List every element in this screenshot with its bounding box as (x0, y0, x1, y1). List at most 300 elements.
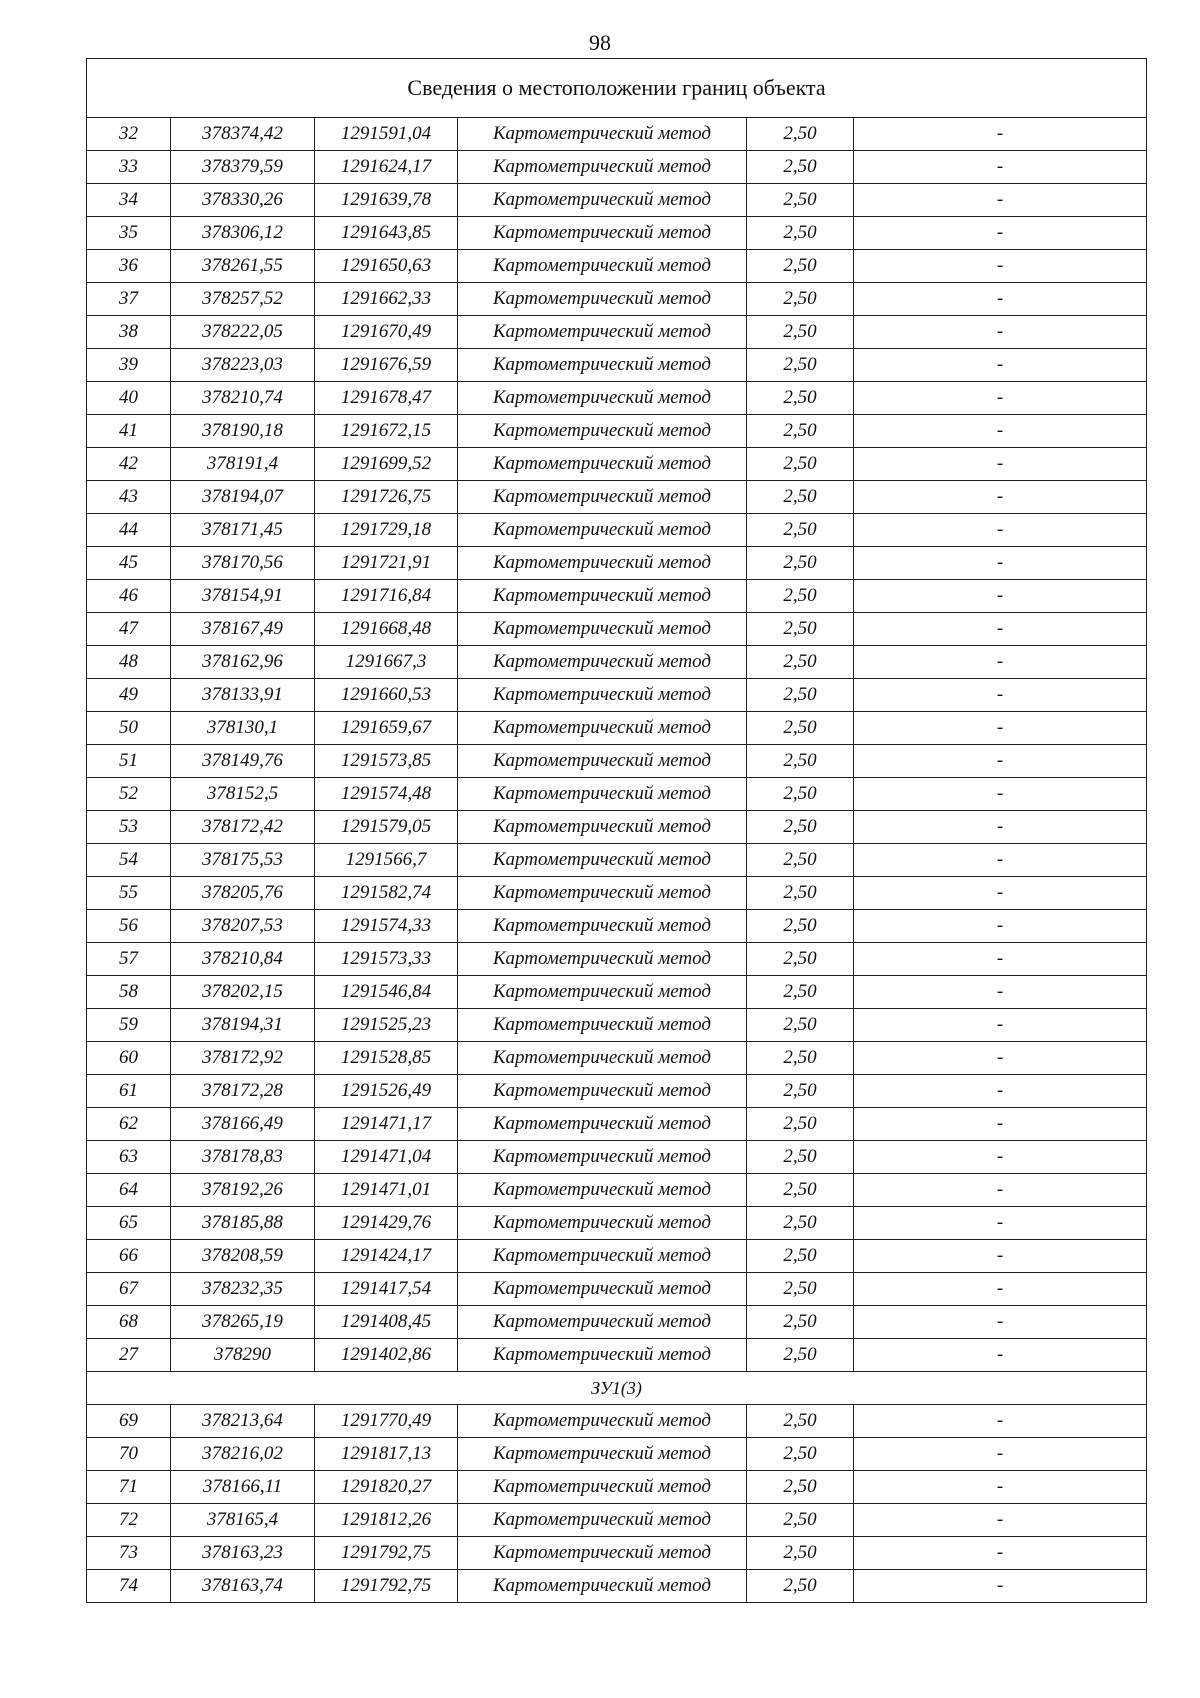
note-cell: - (854, 1141, 1147, 1174)
method-cell: Картометрический метод (458, 1570, 747, 1603)
table-row (87, 1174, 1147, 1207)
table-row (87, 877, 1147, 910)
point-number-cell: 64 (87, 1174, 171, 1207)
accuracy-cell: 2,50 (747, 613, 854, 646)
note-cell: - (854, 481, 1147, 514)
point-number-cell: 57 (87, 943, 171, 976)
accuracy-cell: 2,50 (747, 1438, 854, 1471)
method-cell: Картометрический метод (458, 976, 747, 1009)
coord-y-cell: 1291659,67 (315, 712, 458, 745)
method-cell: Картометрический метод (458, 1075, 747, 1108)
accuracy-cell: 2,50 (747, 547, 854, 580)
method-cell: Картометрический метод (458, 613, 747, 646)
method-cell: Картометрический метод (458, 1537, 747, 1570)
method-cell: Картометрический метод (458, 151, 747, 184)
table-row (87, 1141, 1147, 1174)
table-row (87, 1570, 1147, 1603)
point-number-cell: 52 (87, 778, 171, 811)
method-cell: Картометрический метод (458, 283, 747, 316)
note-cell: - (854, 1339, 1147, 1372)
coord-x-cell: 378207,53 (171, 910, 315, 943)
method-cell: Картометрический метод (458, 646, 747, 679)
note-cell: - (854, 151, 1147, 184)
coord-x-cell: 378154,91 (171, 580, 315, 613)
coord-y-cell: 1291573,33 (315, 943, 458, 976)
point-number-cell: 43 (87, 481, 171, 514)
point-number-cell: 55 (87, 877, 171, 910)
coord-y-cell: 1291678,47 (315, 382, 458, 415)
accuracy-cell: 2,50 (747, 250, 854, 283)
table-row (87, 1306, 1147, 1339)
coord-x-cell: 378205,76 (171, 877, 315, 910)
accuracy-cell: 2,50 (747, 316, 854, 349)
coord-y-cell: 1291639,78 (315, 184, 458, 217)
coord-x-cell: 378257,52 (171, 283, 315, 316)
coord-y-cell: 1291429,76 (315, 1207, 458, 1240)
coord-y-cell: 1291716,84 (315, 580, 458, 613)
page-number: 98 (589, 30, 611, 55)
coord-y-cell: 1291471,17 (315, 1108, 458, 1141)
note-cell: - (854, 1273, 1147, 1306)
note-cell: - (854, 1108, 1147, 1141)
method-cell: Картометрический метод (458, 778, 747, 811)
accuracy-cell: 2,50 (747, 1042, 854, 1075)
coord-x-cell: 378163,23 (171, 1537, 315, 1570)
coord-y-cell: 1291812,26 (315, 1504, 458, 1537)
note-cell: - (854, 976, 1147, 1009)
method-cell: Картометрический метод (458, 1240, 747, 1273)
note-cell: - (854, 1471, 1147, 1504)
method-cell: Картометрический метод (458, 1042, 747, 1075)
note-cell: - (854, 1075, 1147, 1108)
accuracy-cell: 2,50 (747, 778, 854, 811)
accuracy-cell: 2,50 (747, 1273, 854, 1306)
method-cell: Картометрический метод (458, 1306, 747, 1339)
accuracy-cell: 2,50 (747, 877, 854, 910)
coord-x-cell: 378172,42 (171, 811, 315, 844)
point-number-cell: 63 (87, 1141, 171, 1174)
point-number-cell: 34 (87, 184, 171, 217)
coord-x-cell: 378166,49 (171, 1108, 315, 1141)
coord-x-cell: 378172,28 (171, 1075, 315, 1108)
point-number-cell: 42 (87, 448, 171, 481)
note-cell: - (854, 844, 1147, 877)
accuracy-cell: 2,50 (747, 1570, 854, 1603)
method-cell: Картометрический метод (458, 580, 747, 613)
method-cell: Картометрический метод (458, 481, 747, 514)
table-row (87, 283, 1147, 316)
point-number-cell: 53 (87, 811, 171, 844)
coord-y-cell: 1291579,05 (315, 811, 458, 844)
note-cell: - (854, 1042, 1147, 1075)
point-number-cell: 48 (87, 646, 171, 679)
section-label: ЗУ1(3) (87, 1372, 1147, 1405)
coord-y-cell: 1291660,53 (315, 679, 458, 712)
table-row (87, 184, 1147, 217)
note-cell: - (854, 1570, 1147, 1603)
method-cell: Картометрический метод (458, 1273, 747, 1306)
note-cell: - (854, 382, 1147, 415)
coord-x-cell: 378175,53 (171, 844, 315, 877)
accuracy-cell: 2,50 (747, 811, 854, 844)
point-number-cell: 41 (87, 415, 171, 448)
note-cell: - (854, 943, 1147, 976)
table-row (87, 646, 1147, 679)
accuracy-cell: 2,50 (747, 580, 854, 613)
coord-x-cell: 378261,55 (171, 250, 315, 283)
table-row (87, 1240, 1147, 1273)
method-cell: Картометрический метод (458, 745, 747, 778)
accuracy-cell: 2,50 (747, 646, 854, 679)
coord-x-cell: 378172,92 (171, 1042, 315, 1075)
note-cell: - (854, 250, 1147, 283)
note-cell: - (854, 415, 1147, 448)
point-number-cell: 36 (87, 250, 171, 283)
method-cell: Картометрический метод (458, 712, 747, 745)
coord-y-cell: 1291729,18 (315, 514, 458, 547)
table-row (87, 415, 1147, 448)
point-number-cell: 59 (87, 1009, 171, 1042)
table-row (87, 1438, 1147, 1471)
coord-x-cell: 378133,91 (171, 679, 315, 712)
accuracy-cell: 2,50 (747, 1537, 854, 1570)
note-cell: - (854, 877, 1147, 910)
table-row (87, 1207, 1147, 1240)
table-row (87, 316, 1147, 349)
note-cell: - (854, 547, 1147, 580)
coord-y-cell: 1291526,49 (315, 1075, 458, 1108)
table-row (87, 1042, 1147, 1075)
coord-x-cell: 378213,64 (171, 1405, 315, 1438)
coord-y-cell: 1291668,48 (315, 613, 458, 646)
point-number-cell: 54 (87, 844, 171, 877)
point-number-cell: 58 (87, 976, 171, 1009)
coord-x-cell: 378130,1 (171, 712, 315, 745)
note-cell: - (854, 283, 1147, 316)
method-cell: Картометрический метод (458, 1174, 747, 1207)
coord-x-cell: 378167,49 (171, 613, 315, 646)
accuracy-cell: 2,50 (747, 1471, 854, 1504)
coord-y-cell: 1291417,54 (315, 1273, 458, 1306)
point-number-cell: 32 (87, 118, 171, 151)
method-cell: Картометрический метод (458, 184, 747, 217)
accuracy-cell: 2,50 (747, 976, 854, 1009)
coord-y-cell: 1291424,17 (315, 1240, 458, 1273)
accuracy-cell: 2,50 (747, 184, 854, 217)
accuracy-cell: 2,50 (747, 481, 854, 514)
method-cell: Картометрический метод (458, 316, 747, 349)
accuracy-cell: 2,50 (747, 943, 854, 976)
coord-y-cell: 1291574,33 (315, 910, 458, 943)
coord-x-cell: 378330,26 (171, 184, 315, 217)
note-cell: - (854, 1306, 1147, 1339)
coord-y-cell: 1291546,84 (315, 976, 458, 1009)
coord-x-cell: 378208,59 (171, 1240, 315, 1273)
point-number-cell: 69 (87, 1405, 171, 1438)
table-row (87, 1339, 1147, 1372)
table-row (87, 1108, 1147, 1141)
table-row (87, 844, 1147, 877)
table-row (87, 811, 1147, 844)
coord-x-cell: 378306,12 (171, 217, 315, 250)
table-row (87, 1504, 1147, 1537)
method-cell: Картометрический метод (458, 877, 747, 910)
note-cell: - (854, 580, 1147, 613)
note-cell: - (854, 1240, 1147, 1273)
coord-x-cell: 378194,31 (171, 1009, 315, 1042)
coord-y-cell: 1291591,04 (315, 118, 458, 151)
table-row (87, 910, 1147, 943)
coord-y-cell: 1291471,04 (315, 1141, 458, 1174)
boundary-table (86, 58, 1147, 1603)
accuracy-cell: 2,50 (747, 349, 854, 382)
coord-x-cell: 378210,84 (171, 943, 315, 976)
note-cell: - (854, 910, 1147, 943)
coord-x-cell: 378232,35 (171, 1273, 315, 1306)
table-row (87, 1075, 1147, 1108)
note-cell: - (854, 118, 1147, 151)
method-cell: Картометрический метод (458, 844, 747, 877)
coord-x-cell: 378165,4 (171, 1504, 315, 1537)
table-row (87, 448, 1147, 481)
point-number-cell: 56 (87, 910, 171, 943)
coord-y-cell: 1291676,59 (315, 349, 458, 382)
note-cell: - (854, 514, 1147, 547)
point-number-cell: 51 (87, 745, 171, 778)
coord-x-cell: 378170,56 (171, 547, 315, 580)
coord-x-cell: 378223,03 (171, 349, 315, 382)
table-row (87, 679, 1147, 712)
note-cell: - (854, 448, 1147, 481)
method-cell: Картометрический метод (458, 943, 747, 976)
method-cell: Картометрический метод (458, 811, 747, 844)
method-cell: Картометрический метод (458, 1339, 747, 1372)
accuracy-cell: 2,50 (747, 1240, 854, 1273)
method-cell: Картометрический метод (458, 250, 747, 283)
coord-x-cell: 378149,76 (171, 745, 315, 778)
table-title: Сведения о местоположении границ объекта (87, 59, 1147, 118)
accuracy-cell: 2,50 (747, 415, 854, 448)
method-cell: Картометрический метод (458, 1471, 747, 1504)
coord-x-cell: 378171,45 (171, 514, 315, 547)
point-number-cell: 44 (87, 514, 171, 547)
coord-y-cell: 1291650,63 (315, 250, 458, 283)
accuracy-cell: 2,50 (747, 118, 854, 151)
note-cell: - (854, 1537, 1147, 1570)
method-cell: Картометрический метод (458, 349, 747, 382)
coord-x-cell: 378194,07 (171, 481, 315, 514)
point-number-cell: 74 (87, 1570, 171, 1603)
point-number-cell: 35 (87, 217, 171, 250)
accuracy-cell: 2,50 (747, 514, 854, 547)
table-row (87, 1009, 1147, 1042)
table-row (87, 217, 1147, 250)
method-cell: Картометрический метод (458, 382, 747, 415)
coord-x-cell: 378185,88 (171, 1207, 315, 1240)
accuracy-cell: 2,50 (747, 217, 854, 250)
coord-y-cell: 1291525,23 (315, 1009, 458, 1042)
coord-y-cell: 1291528,85 (315, 1042, 458, 1075)
accuracy-cell: 2,50 (747, 1075, 854, 1108)
coord-y-cell: 1291770,49 (315, 1405, 458, 1438)
table-row (87, 547, 1147, 580)
accuracy-cell: 2,50 (747, 151, 854, 184)
accuracy-cell: 2,50 (747, 1504, 854, 1537)
coord-y-cell: 1291566,7 (315, 844, 458, 877)
point-number-cell: 61 (87, 1075, 171, 1108)
coord-y-cell: 1291624,17 (315, 151, 458, 184)
point-number-cell: 62 (87, 1108, 171, 1141)
coord-x-cell: 378178,83 (171, 1141, 315, 1174)
coord-y-cell: 1291820,27 (315, 1471, 458, 1504)
accuracy-cell: 2,50 (747, 844, 854, 877)
coord-x-cell: 378192,26 (171, 1174, 315, 1207)
coord-y-cell: 1291699,52 (315, 448, 458, 481)
note-cell: - (854, 613, 1147, 646)
point-number-cell: 45 (87, 547, 171, 580)
table-row (87, 151, 1147, 184)
point-number-cell: 46 (87, 580, 171, 613)
note-cell: - (854, 316, 1147, 349)
coord-y-cell: 1291662,33 (315, 283, 458, 316)
method-cell: Картометрический метод (458, 1504, 747, 1537)
point-number-cell: 72 (87, 1504, 171, 1537)
accuracy-cell: 2,50 (747, 1108, 854, 1141)
coord-y-cell: 1291670,49 (315, 316, 458, 349)
method-cell: Картометрический метод (458, 514, 747, 547)
note-cell: - (854, 745, 1147, 778)
table-row (87, 1405, 1147, 1438)
note-cell: - (854, 184, 1147, 217)
table-row (87, 118, 1147, 151)
note-cell: - (854, 646, 1147, 679)
note-cell: - (854, 349, 1147, 382)
coord-x-cell: 378162,96 (171, 646, 315, 679)
table-row (87, 745, 1147, 778)
point-number-cell: 68 (87, 1306, 171, 1339)
note-cell: - (854, 712, 1147, 745)
point-number-cell: 27 (87, 1339, 171, 1372)
accuracy-cell: 2,50 (747, 712, 854, 745)
table-row (87, 976, 1147, 1009)
table-row (87, 481, 1147, 514)
coord-y-cell: 1291402,86 (315, 1339, 458, 1372)
point-number-cell: 73 (87, 1537, 171, 1570)
coord-y-cell: 1291721,91 (315, 547, 458, 580)
accuracy-cell: 2,50 (747, 745, 854, 778)
accuracy-cell: 2,50 (747, 1306, 854, 1339)
table-title-row (87, 59, 1147, 118)
coord-y-cell: 1291574,48 (315, 778, 458, 811)
accuracy-cell: 2,50 (747, 910, 854, 943)
coord-x-cell: 378190,18 (171, 415, 315, 448)
method-cell: Картометрический метод (458, 1207, 747, 1240)
note-cell: - (854, 679, 1147, 712)
method-cell: Картометрический метод (458, 1009, 747, 1042)
point-number-cell: 37 (87, 283, 171, 316)
method-cell: Картометрический метод (458, 217, 747, 250)
method-cell: Картометрический метод (458, 547, 747, 580)
table-body (87, 59, 1147, 1603)
point-number-cell: 60 (87, 1042, 171, 1075)
table-row (87, 349, 1147, 382)
accuracy-cell: 2,50 (747, 1009, 854, 1042)
table-row (87, 1537, 1147, 1570)
method-cell: Картометрический метод (458, 1108, 747, 1141)
accuracy-cell: 2,50 (747, 1405, 854, 1438)
section-row (87, 1372, 1147, 1405)
accuracy-cell: 2,50 (747, 448, 854, 481)
point-number-cell: 50 (87, 712, 171, 745)
table-row (87, 580, 1147, 613)
coord-x-cell: 378202,15 (171, 976, 315, 1009)
note-cell: - (854, 217, 1147, 250)
coord-y-cell: 1291408,45 (315, 1306, 458, 1339)
table-row (87, 613, 1147, 646)
coord-y-cell: 1291672,15 (315, 415, 458, 448)
note-cell: - (854, 1207, 1147, 1240)
note-cell: - (854, 1009, 1147, 1042)
point-number-cell: 47 (87, 613, 171, 646)
note-cell: - (854, 1174, 1147, 1207)
method-cell: Картометрический метод (458, 1405, 747, 1438)
table-row (87, 514, 1147, 547)
table-row (87, 1471, 1147, 1504)
method-cell: Картометрический метод (458, 415, 747, 448)
coord-y-cell: 1291817,13 (315, 1438, 458, 1471)
coord-y-cell: 1291792,75 (315, 1537, 458, 1570)
table-row (87, 1273, 1147, 1306)
coord-y-cell: 1291471,01 (315, 1174, 458, 1207)
table-row (87, 778, 1147, 811)
coord-x-cell: 378191,4 (171, 448, 315, 481)
point-number-cell: 40 (87, 382, 171, 415)
note-cell: - (854, 1405, 1147, 1438)
method-cell: Картометрический метод (458, 679, 747, 712)
coord-y-cell: 1291726,75 (315, 481, 458, 514)
point-number-cell: 49 (87, 679, 171, 712)
note-cell: - (854, 811, 1147, 844)
coord-x-cell: 378290 (171, 1339, 315, 1372)
point-number-cell: 71 (87, 1471, 171, 1504)
coord-x-cell: 378374,42 (171, 118, 315, 151)
note-cell: - (854, 1438, 1147, 1471)
table-row (87, 943, 1147, 976)
method-cell: Картометрический метод (458, 910, 747, 943)
accuracy-cell: 2,50 (747, 1141, 854, 1174)
table-row (87, 250, 1147, 283)
table-row (87, 382, 1147, 415)
accuracy-cell: 2,50 (747, 382, 854, 415)
method-cell: Картометрический метод (458, 1141, 747, 1174)
coord-x-cell: 378379,59 (171, 151, 315, 184)
accuracy-cell: 2,50 (747, 1207, 854, 1240)
coord-y-cell: 1291573,85 (315, 745, 458, 778)
point-number-cell: 38 (87, 316, 171, 349)
coord-y-cell: 1291643,85 (315, 217, 458, 250)
coord-y-cell: 1291582,74 (315, 877, 458, 910)
coord-x-cell: 378152,5 (171, 778, 315, 811)
coord-x-cell: 378222,05 (171, 316, 315, 349)
method-cell: Картометрический метод (458, 118, 747, 151)
accuracy-cell: 2,50 (747, 679, 854, 712)
table-row (87, 712, 1147, 745)
coord-x-cell: 378265,19 (171, 1306, 315, 1339)
coord-x-cell: 378166,11 (171, 1471, 315, 1504)
accuracy-cell: 2,50 (747, 1339, 854, 1372)
note-cell: - (854, 1504, 1147, 1537)
point-number-cell: 70 (87, 1438, 171, 1471)
